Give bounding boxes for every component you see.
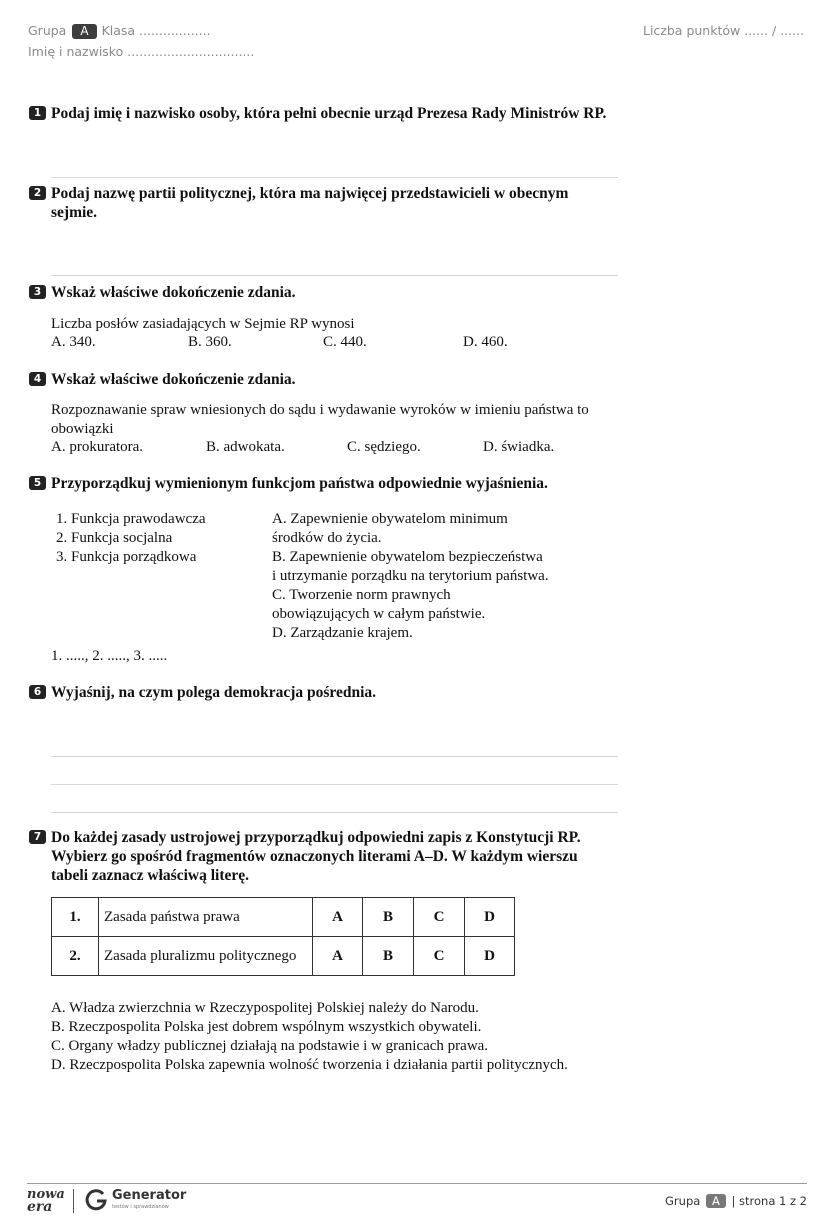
question-stem-line2: obowiązki [51, 421, 114, 437]
group-label: Grupa [28, 23, 67, 38]
choice-a[interactable]: A [313, 937, 363, 976]
option-c[interactable]: C. 440. [323, 334, 367, 350]
group-badge: A [72, 24, 96, 39]
question-text: Wskaż właściwe dokończenie zdania. [51, 284, 296, 301]
logo-text-line1: nowa [27, 1187, 65, 1202]
choice-d[interactable]: D [465, 898, 515, 937]
choice-a[interactable]: A [313, 898, 363, 937]
generator-subtitle: testów i sprawdzianów [112, 1204, 169, 1210]
question-stem-line1: Rozpoznawanie spraw wniesionych do sądu i wydawanie wyroków w imieniu państwa to [51, 402, 589, 418]
answer-slots[interactable]: 1. ....., 2. ....., 3. ..... [51, 648, 168, 664]
choice-b[interactable]: B [363, 898, 414, 937]
answer-line[interactable] [51, 275, 618, 276]
footer-page-info [665, 1194, 807, 1208]
explanation-line: środków do życia. [272, 530, 382, 546]
fragment-c: C. Organy władzy publicznej działają na podstawie i w granicach prawa. [51, 1038, 489, 1054]
fragment-a: A. Władza zwierzchnia w Rzeczypospolitej Polskiej należy do Narodu. [51, 1000, 479, 1016]
function-item: 3. Funkcja porządkowa [56, 549, 197, 565]
question-number: 4 [29, 372, 46, 386]
question-text: Wyjaśnij, na czym polega demokracja pośrednia. [51, 684, 377, 701]
option-b[interactable]: B. adwokata. [206, 439, 285, 455]
generator-g-icon [84, 1188, 108, 1212]
option-d[interactable]: D. 460. [463, 334, 508, 350]
choice-d[interactable]: D [465, 937, 515, 976]
choice-c[interactable]: C [414, 937, 465, 976]
explanation-line: A. Zapewnienie obywatelom minimum [272, 511, 508, 527]
name-label: Imię i nazwisko ................................ [28, 44, 255, 59]
question-text-line2: Wybierz go spośród fragmentów oznaczonych literami A–D. W każdym wierszu [51, 848, 578, 865]
answer-line[interactable] [51, 756, 618, 757]
question-text-line1: Podaj nazwę partii politycznej, która ma najwięcej przedstawicieli w obecnym [51, 185, 569, 202]
nowa-era-logo [27, 1189, 65, 1213]
function-item: 1. Funkcja prawodawcza [56, 511, 206, 527]
question-stem: Liczba posłów zasiadających w Sejmie RP wynosi [51, 316, 355, 332]
constitution-fragments [51, 999, 568, 1075]
question-7 [29, 828, 629, 885]
option-a[interactable]: A. 340. [51, 334, 96, 350]
answer-line[interactable] [51, 177, 618, 178]
row-label: Zasada pluralizmu politycznego [99, 937, 313, 976]
question-number: 7 [29, 830, 46, 844]
choice-b[interactable]: B [363, 937, 414, 976]
function-list [56, 510, 206, 567]
question-number: 6 [29, 685, 46, 699]
points-label: Liczba punktów ...... / ...... [643, 23, 805, 38]
row-number: 1. [52, 898, 99, 937]
explanation-line: B. Zapewnienie obywatelom bezpieczeństwa [272, 549, 543, 565]
generator-title: Generator [112, 1188, 187, 1203]
explanation-list [272, 510, 549, 643]
question-3 [29, 283, 629, 302]
row-label: Zasada państwa prawa [99, 898, 313, 937]
answer-line[interactable] [51, 812, 618, 813]
table-row [52, 898, 515, 937]
fragment-b: B. Rzeczpospolita Polska jest dobrem wspólnym wszystkich obywateli. [51, 1019, 482, 1035]
logo-text-line2: era [27, 1199, 53, 1215]
question-2 [29, 184, 629, 222]
explanation-line: D. Zarządzanie krajem. [272, 625, 413, 641]
row-number: 2. [52, 937, 99, 976]
question-5 [29, 474, 629, 493]
explanation-line: obowiązujących w całym państwie. [272, 606, 486, 622]
logo-separator [73, 1189, 74, 1213]
explanation-line: C. Tworzenie norm prawnych [272, 587, 451, 603]
question-text-line1: Do każdej zasady ustrojowej przyporządkuj odpowiedni zapis z Konstytucji RP. [51, 829, 581, 846]
footer-divider [27, 1183, 807, 1184]
footer-group-badge: A [706, 1194, 726, 1208]
header-group-row [28, 23, 211, 39]
option-b[interactable]: B. 360. [188, 334, 232, 350]
explanation-line: i utrzymanie porządku na terytorium państwa. [272, 568, 549, 584]
answer-table [51, 897, 515, 976]
question-text: Podaj imię i nazwisko osoby, która pełni obecnie urząd Prezesa Rady Ministrów RP. [51, 105, 607, 122]
question-number: 3 [29, 285, 46, 299]
page-number: | strona 1 z 2 [731, 1194, 807, 1208]
question-number: 5 [29, 476, 46, 490]
option-a[interactable]: A. prokuratora. [51, 439, 144, 455]
question-number: 1 [29, 106, 46, 120]
question-text: Wskaż właściwe dokończenie zdania. [51, 371, 296, 388]
question-text-line2: sejmie. [51, 204, 98, 221]
function-item: 2. Funkcja socjalna [56, 530, 173, 546]
class-label: Klasa .................. [101, 23, 211, 38]
question-1 [29, 104, 629, 123]
question-6 [29, 683, 629, 702]
question-4 [29, 370, 629, 389]
answer-line[interactable] [51, 784, 618, 785]
option-d[interactable]: D. świadka. [483, 439, 555, 455]
question-text: Przyporządkuj wymienionym funkcjom państwa odpowiednie wyjaśnienia. [51, 475, 548, 492]
table-row [52, 937, 515, 976]
choice-c[interactable]: C [414, 898, 465, 937]
question-number: 2 [29, 186, 46, 200]
fragment-d: D. Rzeczpospolita Polska zapewnia wolność tworzenia i działania partii politycznych. [51, 1057, 568, 1073]
footer-group-label: Grupa [665, 1194, 701, 1208]
question-text-line3: tabeli zaznacz właściwą literę. [51, 867, 249, 884]
option-c[interactable]: C. sędziego. [347, 439, 421, 455]
